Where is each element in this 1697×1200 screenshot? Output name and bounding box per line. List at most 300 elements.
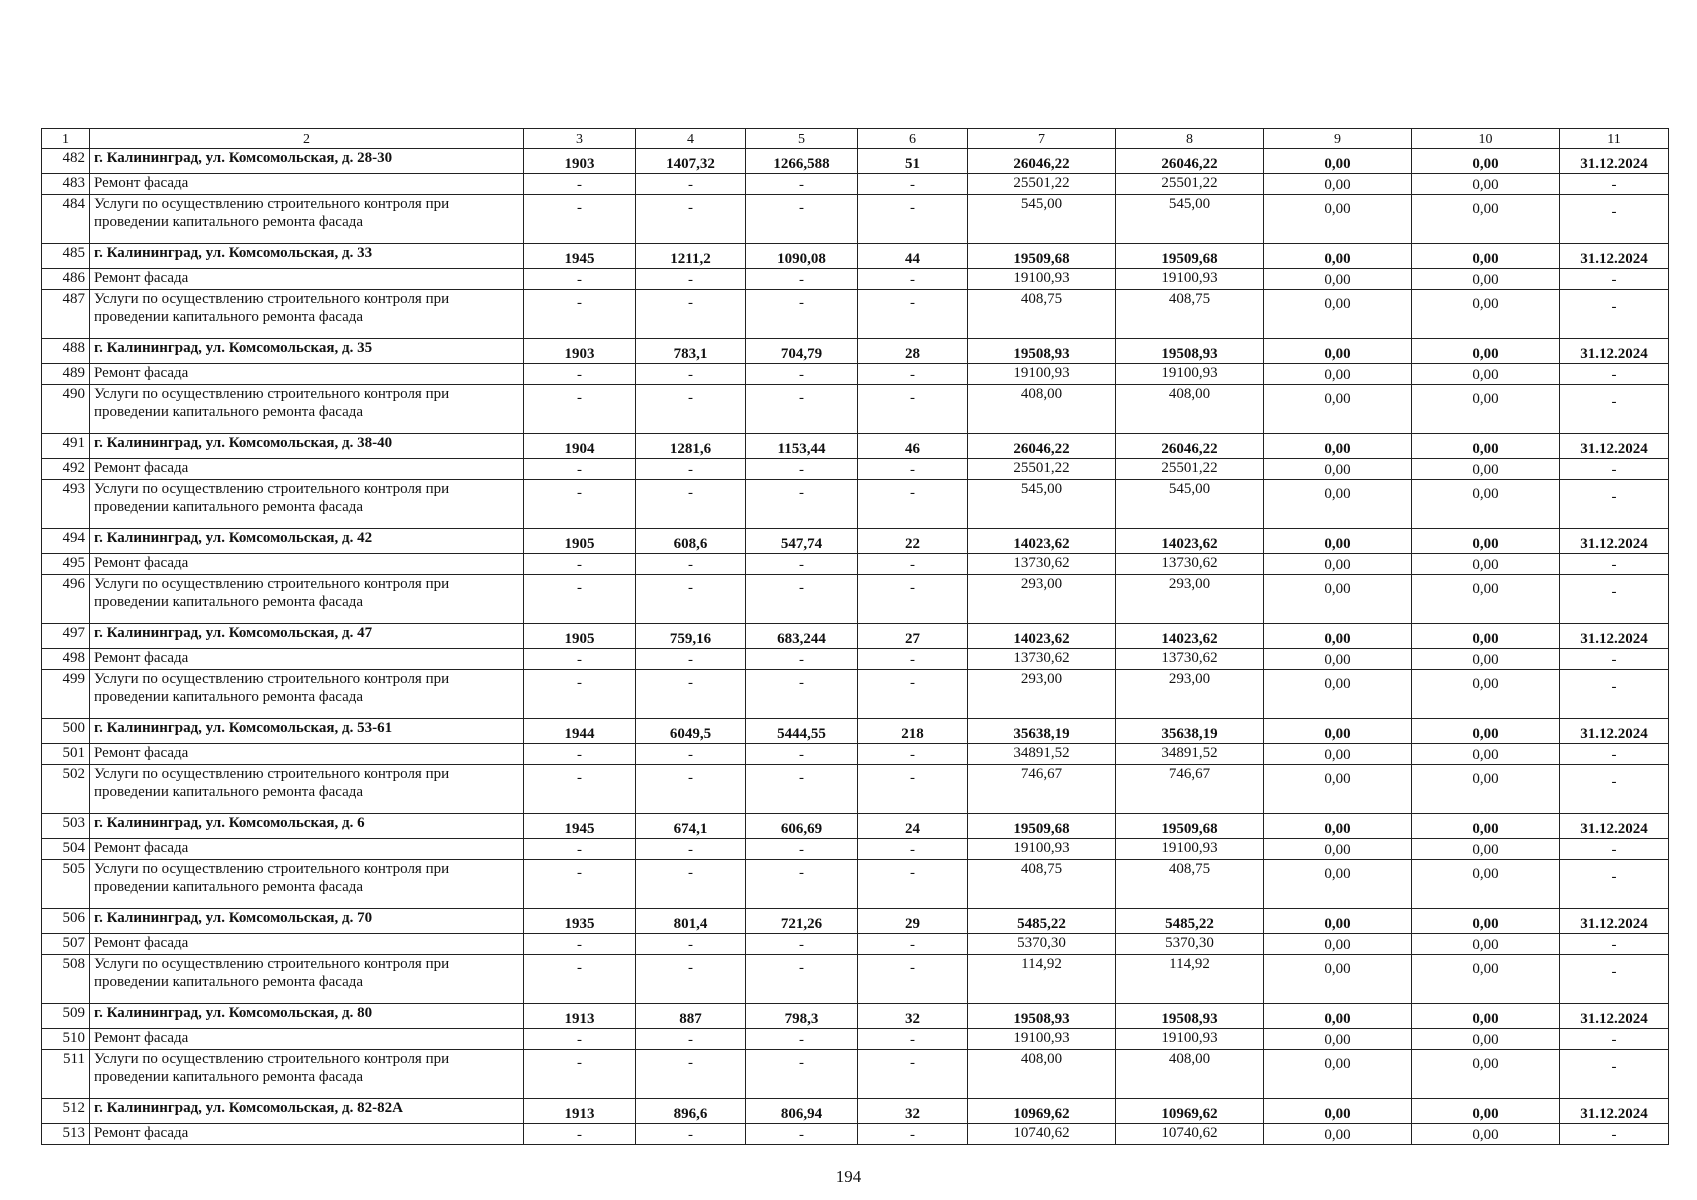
column-number-header: 9 [1264, 129, 1412, 149]
residents-cell: - [858, 364, 968, 385]
description-cell: Ремонт фасада [90, 554, 524, 575]
cost-other-cell: 0,00 [1412, 670, 1560, 719]
residents-cell: - [858, 459, 968, 480]
completion-date-cell: 31.12.2024 [1560, 814, 1669, 839]
cost-other-cell: 0,00 [1412, 649, 1560, 670]
residents-cell: - [858, 290, 968, 339]
row-number-cell: 499 [42, 670, 90, 719]
cost-fund-cell: 13730,62 [1116, 554, 1264, 575]
cost-total-cell: 5370,30 [968, 934, 1116, 955]
column-number-header: 3 [524, 129, 636, 149]
row-number-cell: 491 [42, 434, 90, 459]
facade-repair-row [42, 839, 1669, 860]
description-cell: Ремонт фасада [90, 649, 524, 670]
construction-control-row [42, 1050, 1669, 1099]
cost-total-cell: 19508,93 [968, 1004, 1116, 1029]
cost-other-cell: 0,00 [1412, 269, 1560, 290]
row-number-cell: 489 [42, 364, 90, 385]
row-number-cell: 498 [42, 649, 90, 670]
cost-fund-cell: 13730,62 [1116, 649, 1264, 670]
cost-budget-cell: 0,00 [1264, 434, 1412, 459]
construction-control-row [42, 955, 1669, 1004]
residents-cell: - [858, 195, 968, 244]
facade-repair-row [42, 649, 1669, 670]
description-cell: г. Калининград, ул. Комсомольская, д. 6 [90, 814, 524, 839]
cost-total-cell: 10969,62 [968, 1099, 1116, 1124]
area-total-cell: 674,1 [636, 814, 746, 839]
area-living-cell: 547,74 [746, 529, 858, 554]
completion-date-cell: 31.12.2024 [1560, 244, 1669, 269]
cost-budget-cell: 0,00 [1264, 269, 1412, 290]
cost-total-cell: 13730,62 [968, 554, 1116, 575]
completion-date-cell: - [1560, 269, 1669, 290]
cost-fund-cell: 25501,22 [1116, 459, 1264, 480]
row-number-cell: 510 [42, 1029, 90, 1050]
residents-cell: 24 [858, 814, 968, 839]
row-number-cell: 512 [42, 1099, 90, 1124]
description-cell: г. Калининград, ул. Комсомольская, д. 82-82А [90, 1099, 524, 1124]
area-living-cell: - [746, 195, 858, 244]
cost-total-cell: 14023,62 [968, 529, 1116, 554]
row-number-cell: 511 [42, 1050, 90, 1099]
residents-cell: - [858, 765, 968, 814]
description-cell: г. Калининград, ул. Комсомольская, д. 80 [90, 1004, 524, 1029]
cost-budget-cell: 0,00 [1264, 195, 1412, 244]
row-number-cell: 492 [42, 459, 90, 480]
cost-fund-cell: 26046,22 [1116, 434, 1264, 459]
year-built-cell: - [524, 1124, 636, 1145]
completion-date-cell: 31.12.2024 [1560, 339, 1669, 364]
area-total-cell: - [636, 364, 746, 385]
description-cell: Ремонт фасада [90, 174, 524, 195]
residents-cell: - [858, 670, 968, 719]
row-number-cell: 486 [42, 269, 90, 290]
cost-budget-cell: 0,00 [1264, 1029, 1412, 1050]
construction-control-row [42, 860, 1669, 909]
row-number-cell: 493 [42, 480, 90, 529]
year-built-cell: - [524, 1050, 636, 1099]
construction-control-row [42, 385, 1669, 434]
address-row [42, 434, 1669, 459]
cost-budget-cell: 0,00 [1264, 459, 1412, 480]
area-living-cell: 683,244 [746, 624, 858, 649]
description-cell: Ремонт фасада [90, 1029, 524, 1050]
row-number-cell: 508 [42, 955, 90, 1004]
address-row [42, 1004, 1669, 1029]
area-living-cell: - [746, 1124, 858, 1145]
area-living-cell: - [746, 364, 858, 385]
completion-date-cell: - [1560, 744, 1669, 765]
residents-cell: 27 [858, 624, 968, 649]
cost-total-cell: 19100,93 [968, 269, 1116, 290]
address-row [42, 244, 1669, 269]
description-cell: Ремонт фасада [90, 839, 524, 860]
area-total-cell: 887 [636, 1004, 746, 1029]
description-cell: г. Калининград, ул. Комсомольская, д. 38-40 [90, 434, 524, 459]
row-number-cell: 504 [42, 839, 90, 860]
year-built-cell: 1913 [524, 1004, 636, 1029]
residents-cell: - [858, 575, 968, 624]
area-living-cell: - [746, 269, 858, 290]
cost-fund-cell: 5370,30 [1116, 934, 1264, 955]
completion-date-cell: - [1560, 860, 1669, 909]
description-cell: Услуги по осуществлению строительного контроля при проведении капитального ремонта фасада [90, 860, 524, 909]
description-cell: г. Калининград, ул. Комсомольская, д. 42 [90, 529, 524, 554]
residents-cell: - [858, 860, 968, 909]
residents-cell: - [858, 1029, 968, 1050]
cost-budget-cell: 0,00 [1264, 934, 1412, 955]
area-total-cell: 6049,5 [636, 719, 746, 744]
row-number-cell: 494 [42, 529, 90, 554]
completion-date-cell: 31.12.2024 [1560, 434, 1669, 459]
completion-date-cell: 31.12.2024 [1560, 149, 1669, 174]
area-living-cell: 606,69 [746, 814, 858, 839]
description-cell: Ремонт фасада [90, 269, 524, 290]
area-living-cell: - [746, 575, 858, 624]
cost-fund-cell: 545,00 [1116, 480, 1264, 529]
year-built-cell: - [524, 860, 636, 909]
cost-total-cell: 5485,22 [968, 909, 1116, 934]
area-total-cell: - [636, 1050, 746, 1099]
cost-budget-cell: 0,00 [1264, 765, 1412, 814]
facade-repair-row [42, 174, 1669, 195]
year-built-cell: 1935 [524, 909, 636, 934]
cost-other-cell: 0,00 [1412, 1124, 1560, 1145]
completion-date-cell: - [1560, 575, 1669, 624]
area-living-cell: - [746, 174, 858, 195]
cost-total-cell: 408,00 [968, 385, 1116, 434]
completion-date-cell: 31.12.2024 [1560, 529, 1669, 554]
completion-date-cell: - [1560, 1124, 1669, 1145]
cost-other-cell: 0,00 [1412, 1029, 1560, 1050]
description-cell: Ремонт фасада [90, 1124, 524, 1145]
completion-date-cell: - [1560, 649, 1669, 670]
description-cell: Услуги по осуществлению строительного контроля при проведении капитального ремонта фасада [90, 385, 524, 434]
cost-other-cell: 0,00 [1412, 860, 1560, 909]
cost-total-cell: 746,67 [968, 765, 1116, 814]
area-living-cell: - [746, 1050, 858, 1099]
description-cell: Услуги по осуществлению строительного контроля при проведении капитального ремонта фасада [90, 290, 524, 339]
area-total-cell: 896,6 [636, 1099, 746, 1124]
residents-cell: - [858, 1124, 968, 1145]
cost-total-cell: 19508,93 [968, 339, 1116, 364]
area-total-cell: - [636, 195, 746, 244]
residents-cell: 28 [858, 339, 968, 364]
cost-budget-cell: 0,00 [1264, 1050, 1412, 1099]
address-row [42, 339, 1669, 364]
cost-fund-cell: 19508,93 [1116, 339, 1264, 364]
column-number-header: 11 [1560, 129, 1669, 149]
cost-budget-cell: 0,00 [1264, 670, 1412, 719]
cost-total-cell: 408,75 [968, 290, 1116, 339]
description-cell: Услуги по осуществлению строительного контроля при проведении капитального ремонта фасада [90, 765, 524, 814]
area-living-cell: - [746, 459, 858, 480]
residents-cell: - [858, 649, 968, 670]
cost-other-cell: 0,00 [1412, 744, 1560, 765]
cost-other-cell: 0,00 [1412, 1004, 1560, 1029]
cost-other-cell: 0,00 [1412, 434, 1560, 459]
residents-cell: 32 [858, 1099, 968, 1124]
cost-other-cell: 0,00 [1412, 1050, 1560, 1099]
description-cell: г. Калининград, ул. Комсомольская, д. 35 [90, 339, 524, 364]
residents-cell: - [858, 955, 968, 1004]
description-cell: г. Калининград, ул. Комсомольская, д. 47 [90, 624, 524, 649]
cost-total-cell: 26046,22 [968, 434, 1116, 459]
address-row [42, 1099, 1669, 1124]
cost-total-cell: 14023,62 [968, 624, 1116, 649]
area-total-cell: 1211,2 [636, 244, 746, 269]
completion-date-cell: - [1560, 670, 1669, 719]
cost-fund-cell: 5485,22 [1116, 909, 1264, 934]
cost-fund-cell: 10740,62 [1116, 1124, 1264, 1145]
year-built-cell: - [524, 649, 636, 670]
description-cell: Услуги по осуществлению строительного контроля при проведении капитального ремонта фасада [90, 575, 524, 624]
year-built-cell: - [524, 385, 636, 434]
completion-date-cell: 31.12.2024 [1560, 719, 1669, 744]
row-number-cell: 482 [42, 149, 90, 174]
row-number-cell: 502 [42, 765, 90, 814]
description-cell: Ремонт фасада [90, 459, 524, 480]
cost-fund-cell: 19509,68 [1116, 244, 1264, 269]
area-living-cell: - [746, 480, 858, 529]
cost-fund-cell: 14023,62 [1116, 624, 1264, 649]
cost-budget-cell: 0,00 [1264, 244, 1412, 269]
area-total-cell: 801,4 [636, 909, 746, 934]
cost-total-cell: 19100,93 [968, 364, 1116, 385]
page-number: 194 [835, 1167, 862, 1186]
address-row [42, 909, 1669, 934]
area-living-cell: - [746, 290, 858, 339]
description-cell: г. Калининград, ул. Комсомольская, д. 33 [90, 244, 524, 269]
cost-fund-cell: 293,00 [1116, 575, 1264, 624]
cost-budget-cell: 0,00 [1264, 909, 1412, 934]
cost-other-cell: 0,00 [1412, 385, 1560, 434]
construction-control-row [42, 480, 1669, 529]
cost-other-cell: 0,00 [1412, 909, 1560, 934]
cost-budget-cell: 0,00 [1264, 149, 1412, 174]
residents-cell: 218 [858, 719, 968, 744]
year-built-cell: 1905 [524, 624, 636, 649]
cost-fund-cell: 408,75 [1116, 290, 1264, 339]
area-total-cell: - [636, 480, 746, 529]
area-living-cell: 1266,588 [746, 149, 858, 174]
facade-repair-row [42, 554, 1669, 575]
area-living-cell: - [746, 934, 858, 955]
cost-budget-cell: 0,00 [1264, 290, 1412, 339]
cost-total-cell: 10740,62 [968, 1124, 1116, 1145]
completion-date-cell: - [1560, 480, 1669, 529]
year-built-cell: - [524, 459, 636, 480]
cost-fund-cell: 35638,19 [1116, 719, 1264, 744]
cost-fund-cell: 10969,62 [1116, 1099, 1264, 1124]
cost-other-cell: 0,00 [1412, 934, 1560, 955]
area-total-cell: - [636, 269, 746, 290]
facade-repair-row [42, 364, 1669, 385]
construction-control-row [42, 195, 1669, 244]
facade-repair-row [42, 744, 1669, 765]
construction-control-row [42, 290, 1669, 339]
cost-budget-cell: 0,00 [1264, 649, 1412, 670]
description-cell: Услуги по осуществлению строительного контроля при проведении капитального ремонта фасада [90, 955, 524, 1004]
residents-cell: - [858, 839, 968, 860]
area-total-cell: 608,6 [636, 529, 746, 554]
row-number-cell: 487 [42, 290, 90, 339]
cost-total-cell: 19509,68 [968, 244, 1116, 269]
row-number-cell: 483 [42, 174, 90, 195]
cost-total-cell: 34891,52 [968, 744, 1116, 765]
area-living-cell: - [746, 670, 858, 719]
cost-fund-cell: 545,00 [1116, 195, 1264, 244]
facade-repair-row [42, 934, 1669, 955]
area-living-cell: - [746, 839, 858, 860]
cost-total-cell: 293,00 [968, 575, 1116, 624]
completion-date-cell: 31.12.2024 [1560, 1004, 1669, 1029]
completion-date-cell: - [1560, 955, 1669, 1004]
area-living-cell: - [746, 649, 858, 670]
cost-budget-cell: 0,00 [1264, 575, 1412, 624]
row-number-cell: 503 [42, 814, 90, 839]
area-total-cell: 1407,32 [636, 149, 746, 174]
area-living-cell: - [746, 744, 858, 765]
cost-other-cell: 0,00 [1412, 149, 1560, 174]
completion-date-cell: - [1560, 1029, 1669, 1050]
cost-budget-cell: 0,00 [1264, 719, 1412, 744]
year-built-cell: 1945 [524, 244, 636, 269]
area-living-cell: 806,94 [746, 1099, 858, 1124]
area-living-cell: - [746, 860, 858, 909]
cost-fund-cell: 34891,52 [1116, 744, 1264, 765]
address-row [42, 529, 1669, 554]
year-built-cell: 1945 [524, 814, 636, 839]
cost-budget-cell: 0,00 [1264, 1124, 1412, 1145]
cost-fund-cell: 19100,93 [1116, 839, 1264, 860]
completion-date-cell: - [1560, 554, 1669, 575]
row-number-cell: 495 [42, 554, 90, 575]
residents-cell: 32 [858, 1004, 968, 1029]
cost-fund-cell: 408,00 [1116, 385, 1264, 434]
residents-cell: 29 [858, 909, 968, 934]
cost-total-cell: 25501,22 [968, 459, 1116, 480]
year-built-cell: - [524, 364, 636, 385]
completion-date-cell: - [1560, 195, 1669, 244]
completion-date-cell: - [1560, 765, 1669, 814]
address-row [42, 719, 1669, 744]
cost-budget-cell: 0,00 [1264, 860, 1412, 909]
cost-total-cell: 26046,22 [968, 149, 1116, 174]
cost-fund-cell: 14023,62 [1116, 529, 1264, 554]
cost-other-cell: 0,00 [1412, 244, 1560, 269]
area-living-cell: 1153,44 [746, 434, 858, 459]
facade-repair-row [42, 269, 1669, 290]
cost-total-cell: 545,00 [968, 480, 1116, 529]
year-built-cell: 1944 [524, 719, 636, 744]
area-living-cell: 5444,55 [746, 719, 858, 744]
facade-repair-row [42, 1124, 1669, 1145]
area-living-cell: 721,26 [746, 909, 858, 934]
year-built-cell: - [524, 290, 636, 339]
year-built-cell: - [524, 744, 636, 765]
area-total-cell: 783,1 [636, 339, 746, 364]
year-built-cell: - [524, 480, 636, 529]
area-total-cell: - [636, 860, 746, 909]
year-built-cell: 1903 [524, 149, 636, 174]
cost-other-cell: 0,00 [1412, 554, 1560, 575]
cost-other-cell: 0,00 [1412, 480, 1560, 529]
cost-budget-cell: 0,00 [1264, 839, 1412, 860]
cost-other-cell: 0,00 [1412, 719, 1560, 744]
area-total-cell: - [636, 385, 746, 434]
area-total-cell: 759,16 [636, 624, 746, 649]
cost-budget-cell: 0,00 [1264, 814, 1412, 839]
area-total-cell: - [636, 649, 746, 670]
residents-cell: 44 [858, 244, 968, 269]
cost-budget-cell: 0,00 [1264, 554, 1412, 575]
residents-cell: - [858, 385, 968, 434]
year-built-cell: 1905 [524, 529, 636, 554]
cost-budget-cell: 0,00 [1264, 744, 1412, 765]
cost-fund-cell: 408,75 [1116, 860, 1264, 909]
cost-fund-cell: 19509,68 [1116, 814, 1264, 839]
year-built-cell: - [524, 670, 636, 719]
cost-fund-cell: 408,00 [1116, 1050, 1264, 1099]
year-built-cell: - [524, 174, 636, 195]
cost-budget-cell: 0,00 [1264, 624, 1412, 649]
year-built-cell: - [524, 269, 636, 290]
address-row [42, 814, 1669, 839]
residents-cell: - [858, 554, 968, 575]
year-built-cell: - [524, 575, 636, 624]
year-built-cell: - [524, 554, 636, 575]
completion-date-cell: 31.12.2024 [1560, 624, 1669, 649]
area-total-cell: - [636, 459, 746, 480]
cost-fund-cell: 26046,22 [1116, 149, 1264, 174]
row-number-cell: 501 [42, 744, 90, 765]
column-number-header: 4 [636, 129, 746, 149]
cost-budget-cell: 0,00 [1264, 1099, 1412, 1124]
year-built-cell: - [524, 934, 636, 955]
area-living-cell: - [746, 385, 858, 434]
year-built-cell: - [524, 839, 636, 860]
cost-total-cell: 19100,93 [968, 839, 1116, 860]
cost-fund-cell: 19100,93 [1116, 269, 1264, 290]
cost-other-cell: 0,00 [1412, 459, 1560, 480]
cost-fund-cell: 293,00 [1116, 670, 1264, 719]
area-total-cell: - [636, 839, 746, 860]
cost-total-cell: 545,00 [968, 195, 1116, 244]
cost-budget-cell: 0,00 [1264, 174, 1412, 195]
area-living-cell: 1090,08 [746, 244, 858, 269]
area-living-cell: - [746, 955, 858, 1004]
cost-total-cell: 408,75 [968, 860, 1116, 909]
area-total-cell: - [636, 290, 746, 339]
column-number-header: 10 [1412, 129, 1560, 149]
area-total-cell: - [636, 670, 746, 719]
description-cell: Услуги по осуществлению строительного контроля при проведении капитального ремонта фасада [90, 670, 524, 719]
area-living-cell: 704,79 [746, 339, 858, 364]
description-cell: г. Калининград, ул. Комсомольская, д. 70 [90, 909, 524, 934]
cost-fund-cell: 19100,93 [1116, 1029, 1264, 1050]
construction-control-row [42, 575, 1669, 624]
cost-fund-cell: 746,67 [1116, 765, 1264, 814]
row-number-cell: 490 [42, 385, 90, 434]
year-built-cell: - [524, 195, 636, 244]
cost-other-cell: 0,00 [1412, 290, 1560, 339]
residents-cell: 22 [858, 529, 968, 554]
cost-other-cell: 0,00 [1412, 765, 1560, 814]
row-number-cell: 507 [42, 934, 90, 955]
description-cell: Услуги по осуществлению строительного контроля при проведении капитального ремонта фасада [90, 1050, 524, 1099]
cost-other-cell: 0,00 [1412, 339, 1560, 364]
